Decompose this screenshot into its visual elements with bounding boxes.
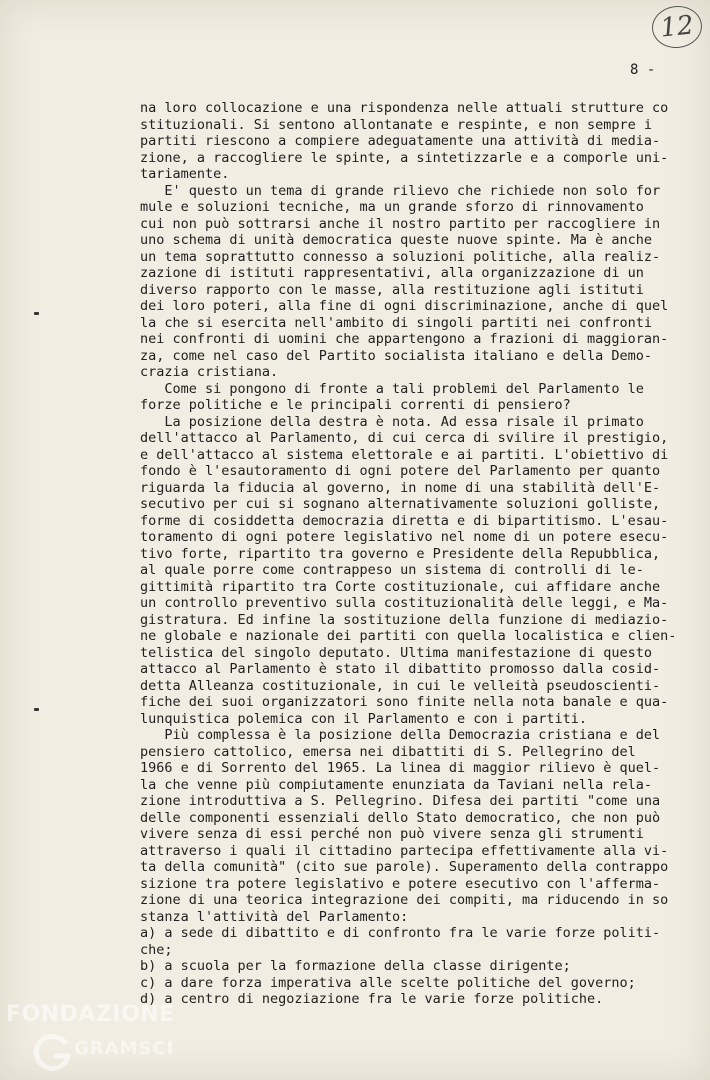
watermark-line1: FONDAZIONE bbox=[6, 1002, 175, 1027]
text-line: d) a centro di negoziazione fra le varie forze politiche. bbox=[140, 991, 604, 1007]
text-line: tariamente. bbox=[140, 166, 230, 182]
text-line: cui non può sottrarsi anche il nostro partito per raccogliere in bbox=[140, 215, 661, 232]
text-line: dell'attacco al Parlamento, di cui cerca di svilire il prestigio, bbox=[140, 430, 669, 446]
text-line: la che si esercita nell'ambito di singoli partiti nei confronti bbox=[140, 314, 653, 331]
text-line: gittimità ripartito tra Corte costituzionale, cui affidare anche bbox=[140, 578, 661, 595]
fondazione-gramsci-watermark bbox=[4, 1002, 204, 1072]
typewritten-body-text bbox=[140, 100, 680, 1008]
text-line: za, come nel caso del Partito socialista italiano e della Demo- bbox=[140, 347, 653, 364]
text-line: c) a dare forza imperativa alle scelte politiche del governo; bbox=[140, 974, 636, 991]
text-line: stituzionali. Si sentono allontanate e respinte, e non sempre i bbox=[140, 116, 653, 133]
text-line: telistica del singolo deputato. Ultima manifestazione di questo bbox=[140, 644, 653, 661]
text-line: zione di una teorica integrazione dei compiti, ma riducendo in so bbox=[140, 892, 669, 908]
text-line: toramento di ogni potere legislativo nel nome di un potere esecu- bbox=[140, 529, 669, 545]
text-line: un controllo preventivo sulla costituzionalità delle leggi, e Ma- bbox=[140, 595, 669, 611]
text-line: a) a sede di dibattito e di confronto fra le varie forze politi- bbox=[140, 925, 661, 941]
text-line: un tema soprattutto connesso a soluzioni politiche, alla realiz- bbox=[140, 248, 661, 265]
watermark-line2: GRAMSCI bbox=[74, 1038, 175, 1059]
margin-mark bbox=[34, 708, 39, 711]
text-line: mule e soluzioni tecniche, ma un grande sforzo di rinnovamento bbox=[140, 199, 644, 215]
text-line: ne globale e nazionale dei partiti con quella localistica e clien- bbox=[140, 628, 677, 644]
text-line: Come si pongono di fronte a tali problemi del Parlamento le bbox=[140, 380, 644, 397]
text-line: E' questo un tema di grande rilievo che richiede non solo for bbox=[140, 182, 661, 199]
text-line: partiti riescono a compiere adeguatamente una attività di media- bbox=[140, 133, 661, 149]
text-line: na loro collocazione e una rispondenza nelle attuali strutture co bbox=[140, 100, 669, 116]
text-line: b) a scuola per la formazione della classe dirigente; bbox=[140, 958, 571, 974]
text-line: pensiero cattolico, emersa nei dibattiti di S. Pellegrino del bbox=[140, 743, 636, 760]
text-line: ta della comunità" (cito sue parole). Superamento della contrappo bbox=[140, 859, 669, 875]
text-line: zazione di istituti rappresentativi, alla organizzazione di un bbox=[140, 265, 644, 281]
text-line: fondo è l'esautoramento di ogni potere del Parlamento per quanto bbox=[140, 463, 661, 479]
text-line: al quale porre come contrappeso un sistema di controlli di le- bbox=[140, 562, 644, 578]
text-line: La posizione della destra è nota. Ad essa risale il primato bbox=[140, 413, 644, 430]
text-line: gistratura. Ed infine la sostituzione della funzione di mediazio- bbox=[140, 611, 669, 628]
text-line: forme di cosiddetta democrazia diretta e di bipartitismo. L'esau- bbox=[140, 512, 669, 529]
text-line: e dell'attacco al sistema elettorale e ai partiti. L'obiettivo di bbox=[140, 446, 669, 463]
text-line: Più complessa è la posizione della Democrazia cristiana e del bbox=[140, 727, 661, 743]
archive-page-stamp: 12 bbox=[650, 4, 704, 51]
text-line: secutivo per cui si sognano alternativamente soluzioni golliste, bbox=[140, 496, 661, 512]
text-line: lunquistica polemica con il Parlamento e con i partiti. bbox=[140, 710, 588, 727]
text-line: detta Alleanza costituzionale, in cui le velleità pseudoscienti- bbox=[140, 677, 661, 694]
text-line: nei confronti di uomini che appartengono a frazioni di maggioran- bbox=[140, 331, 669, 347]
text-line: delle componenti essenziali dello Stato democratico, che non può bbox=[140, 809, 661, 826]
text-line: dei loro poteri, alla fine di ogni discriminazione, anche di quel bbox=[140, 298, 669, 314]
text-line: che; bbox=[140, 941, 173, 958]
text-line: sizione tra potere legislativo e potere esecutivo con l'afferma- bbox=[140, 875, 661, 892]
text-line: vivere senza di essi perché non può vivere senza gli strumenti bbox=[140, 826, 644, 842]
page-number: 8 - bbox=[630, 62, 656, 78]
text-line: zione introduttiva a S. Pellegrino. Difesa dei partiti "come una bbox=[140, 793, 661, 809]
text-line: attraverso i quali il cittadino partecipa effettivamente alla vi- bbox=[140, 842, 669, 859]
text-line: zione, a raccogliere le spinte, a sintetizzarle e a comporle uni- bbox=[140, 149, 669, 166]
margin-mark bbox=[34, 312, 39, 315]
text-line: 1966 e di Sorrento del 1965. La linea di maggior rilievo è quel- bbox=[140, 760, 661, 776]
text-line: uno schema di unità democratica queste nuove spinte. Ma è anche bbox=[140, 232, 653, 248]
text-line: attacco al Parlamento è stato il dibattito promosso dalla cosid- bbox=[140, 661, 661, 677]
text-line: riguarda la fiducia al governo, in nome di una stabilità dell'E- bbox=[140, 479, 661, 496]
gramsci-logo-icon bbox=[32, 1032, 72, 1072]
text-line: crazia cristiana. bbox=[140, 364, 279, 380]
text-line: forze politiche e le principali correnti di pensiero? bbox=[140, 397, 571, 413]
text-line: diverso rapporto con le masse, alla restituzione agli istituti bbox=[140, 281, 644, 298]
text-line: fiche dei suoi organizzatori sono finite nella nota banale e qua- bbox=[140, 694, 669, 710]
text-line: tivo forte, ripartito tra governo e Presidente della Repubblica, bbox=[140, 545, 661, 562]
text-line: stanza l'attività del Parlamento: bbox=[140, 908, 409, 925]
text-line: la che venne più compiutamente enunziata da Taviani nella rela- bbox=[140, 776, 653, 793]
